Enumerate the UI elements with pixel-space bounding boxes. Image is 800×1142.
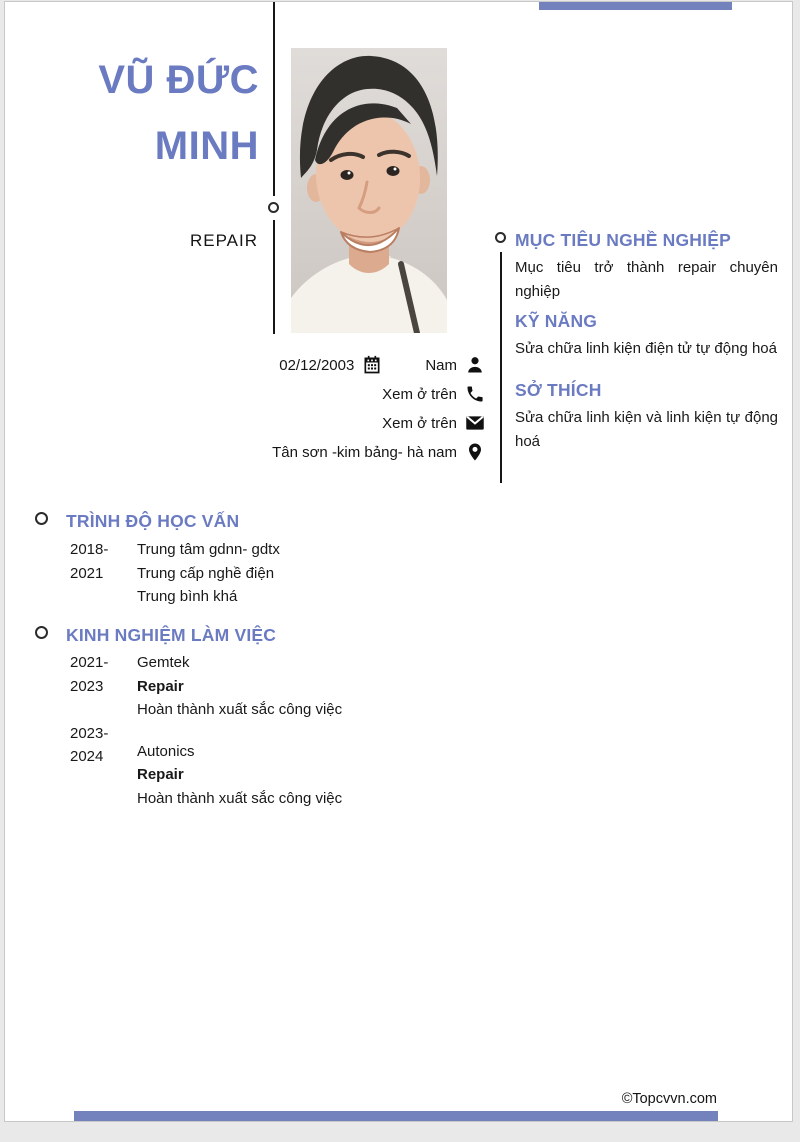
gender-value: Nam bbox=[425, 356, 457, 374]
candidate-name-line2: MINH bbox=[154, 124, 259, 168]
experience-section-node bbox=[35, 626, 48, 639]
mail-icon bbox=[465, 413, 485, 433]
contact-row-dob-gender bbox=[5, 353, 485, 377]
experience1-period-line1: 2021- bbox=[70, 654, 109, 671]
location-icon bbox=[465, 442, 485, 462]
education-entry-content bbox=[137, 538, 490, 609]
education-entry-period bbox=[70, 538, 137, 609]
objective-text: Mục tiêu trở thành repair chuyên nghiệp bbox=[515, 259, 778, 300]
education-entries bbox=[70, 538, 490, 609]
phone-icon bbox=[465, 384, 485, 404]
experience-entries bbox=[70, 651, 490, 810]
objective-section-node bbox=[495, 232, 506, 243]
experience-entry2-content bbox=[137, 740, 490, 811]
education-section-title: TRÌNH ĐỘ HỌC VẤN bbox=[66, 511, 240, 531]
objective-section-title: MỤC TIÊU NGHỀ NGHIỆP bbox=[515, 230, 731, 250]
phone-value: Xem ở trên bbox=[382, 385, 457, 403]
person-icon bbox=[465, 355, 485, 375]
address-value: Tân sơn -kim bảng- hà nam bbox=[272, 443, 457, 461]
experience2-period-line1: 2023- bbox=[70, 724, 109, 742]
profile-photo-illustration bbox=[291, 48, 447, 333]
experience1-description: Hoàn thành xuất sắc công việc bbox=[137, 701, 343, 718]
candidate-name bbox=[5, 47, 259, 179]
skills-section-title: KỸ NĂNG bbox=[515, 311, 598, 331]
header-timeline-node bbox=[268, 202, 279, 213]
email-value: Xem ở trên bbox=[382, 414, 457, 432]
education-school: Trung tâm gdnn- gdtx bbox=[137, 541, 280, 558]
candidate-name-line1: VŨ ĐỨC bbox=[98, 58, 259, 102]
profile-photo bbox=[291, 48, 447, 333]
education-section-node bbox=[35, 512, 48, 525]
dob-value: 02/12/2003 bbox=[279, 356, 355, 374]
education-grade: Trung bình khá bbox=[137, 588, 238, 605]
education-major: Trung cấp nghề điện bbox=[137, 564, 275, 582]
experience-section-title: KINH NGHIỆM LÀM VIỆC bbox=[66, 625, 277, 645]
right-column bbox=[515, 228, 778, 459]
header-divider-line-lower bbox=[273, 220, 275, 334]
hobbies-section-title: SỞ THÍCH bbox=[515, 380, 602, 400]
experience2-period-line2: 2024 bbox=[70, 748, 104, 765]
watermark-credit: ©Topcvvn.com bbox=[621, 1091, 717, 1107]
job-title: REPAIR bbox=[189, 231, 258, 250]
cv-page bbox=[4, 1, 793, 1122]
calendar-icon bbox=[362, 355, 382, 375]
experience2-role: Repair bbox=[137, 766, 184, 783]
right-column-line bbox=[500, 252, 502, 483]
experience1-company: Gemtek bbox=[137, 654, 190, 671]
experience-entry1-period bbox=[70, 651, 137, 722]
experience1-role: Repair bbox=[137, 677, 184, 695]
experience-entry1-content bbox=[137, 651, 490, 722]
experience2-description: Hoàn thành xuất sắc công việc bbox=[137, 789, 343, 807]
contact-row-phone bbox=[5, 382, 485, 406]
experience1-period-line2: 2023 bbox=[70, 677, 104, 695]
bottom-accent-bar bbox=[74, 1111, 718, 1121]
header-divider-line bbox=[273, 2, 275, 196]
experience2-company: Autonics bbox=[137, 742, 195, 760]
skills-text: Sửa chữa linh kiện điện tử tự động hoá bbox=[515, 340, 777, 357]
contact-row-email bbox=[5, 411, 485, 435]
contact-row-address bbox=[5, 440, 485, 464]
hobbies-text: Sửa chữa linh kiện và linh kiện tự động hoá bbox=[515, 409, 778, 450]
top-accent-bar bbox=[539, 2, 732, 10]
experience-entry2-period bbox=[70, 722, 137, 811]
education-period-line2: 2021 bbox=[70, 564, 104, 582]
education-period-line1: 2018- bbox=[70, 541, 109, 558]
